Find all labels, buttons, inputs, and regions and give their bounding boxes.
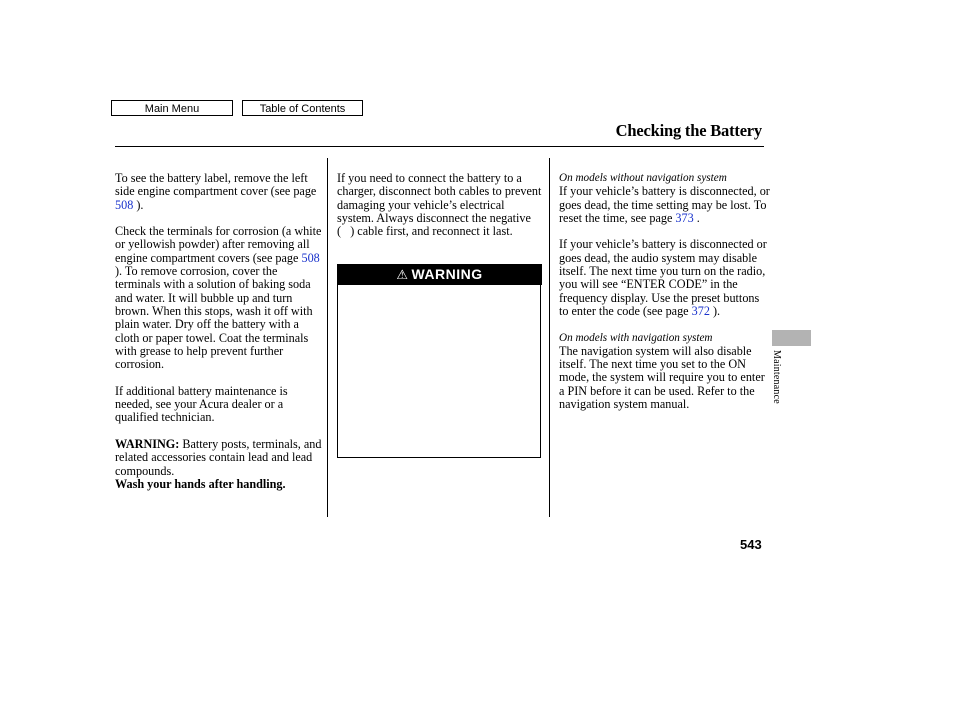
paragraph-time-reset: If your vehicle’s battery is disconnected, or goes dead, the time setting may be lost. To reset the time, see page 373 . xyxy=(559,184,770,225)
column-1 xyxy=(115,172,323,491)
column-divider-1 xyxy=(327,158,328,517)
page-title: Checking the Battery xyxy=(615,121,762,140)
warning-header xyxy=(337,264,542,285)
paragraph-maintenance: If additional battery maintenance is needed, see your Acura dealer or a qualified technician. xyxy=(115,383,288,425)
subheading-without-navigation: On models without navigation system xyxy=(559,172,727,184)
column-2 xyxy=(337,172,542,238)
subheading-with-navigation: On models with navigation system xyxy=(559,331,713,344)
main-menu-button[interactable]: Main Menu xyxy=(111,100,233,116)
page-link-373[interactable]: 373 xyxy=(675,210,694,225)
table-of-contents-button[interactable]: Table of Contents xyxy=(242,100,363,116)
section-label: Maintenance xyxy=(771,350,782,404)
column-3 xyxy=(559,172,771,411)
column-divider-2 xyxy=(549,158,550,517)
paragraph-lead-warning: WARNING: Battery posts, terminals, and related accessories contain lead and lead compounds. Wash your hands after handling. xyxy=(115,436,322,491)
warning-box xyxy=(337,285,541,458)
paragraph-corrosion: Check the terminals for corrosion (a white or yellowish powder) after removing all engine compartment covers (see page 508 ). To remove corrosion, cover the terminals with a solution of baking soda and water. It will bubble up and turn brown. When this stops, wash it off with plain water. Dry off the battery with a cloth or paper towel. Coat the terminals with grease to help prevent further corrosion. xyxy=(115,224,322,372)
paragraph-navigation-pin: The navigation system will also disable itself. The next time you set to the ON mode, the system will require you to enter a PIN before it can be used. Refer to the navigation system manual. xyxy=(559,343,765,412)
page-number: 543 xyxy=(740,537,762,552)
page-link-508-b[interactable]: 508 xyxy=(301,250,320,265)
paragraph-battery-label: To see the battery label, remove the left side engine compartment cover (see page 508 ). xyxy=(115,171,317,212)
title-divider xyxy=(115,146,764,147)
warning-triangle-icon: ⚠ xyxy=(396,267,409,282)
page-link-508[interactable]: 508 xyxy=(115,197,134,212)
warning-title: WARNING xyxy=(411,266,483,282)
paragraph-audio-code: If your vehicle’s battery is disconnected or goes dead, the audio system may disable itself. The next time you turn on the radio, you will see “ENTER CODE” in the frequency display. Use the preset buttons to enter the code (see page 372 ). xyxy=(559,237,767,318)
paragraph-charger: If you need to connect the battery to a charger, disconnect both cables to prevent damaging your vehicle’s electrical system. Always disconnect the negative ( ) cable first, and reconnect it last. xyxy=(337,171,542,239)
page-link-372[interactable]: 372 xyxy=(691,303,710,318)
section-tab[interactable] xyxy=(772,330,811,346)
